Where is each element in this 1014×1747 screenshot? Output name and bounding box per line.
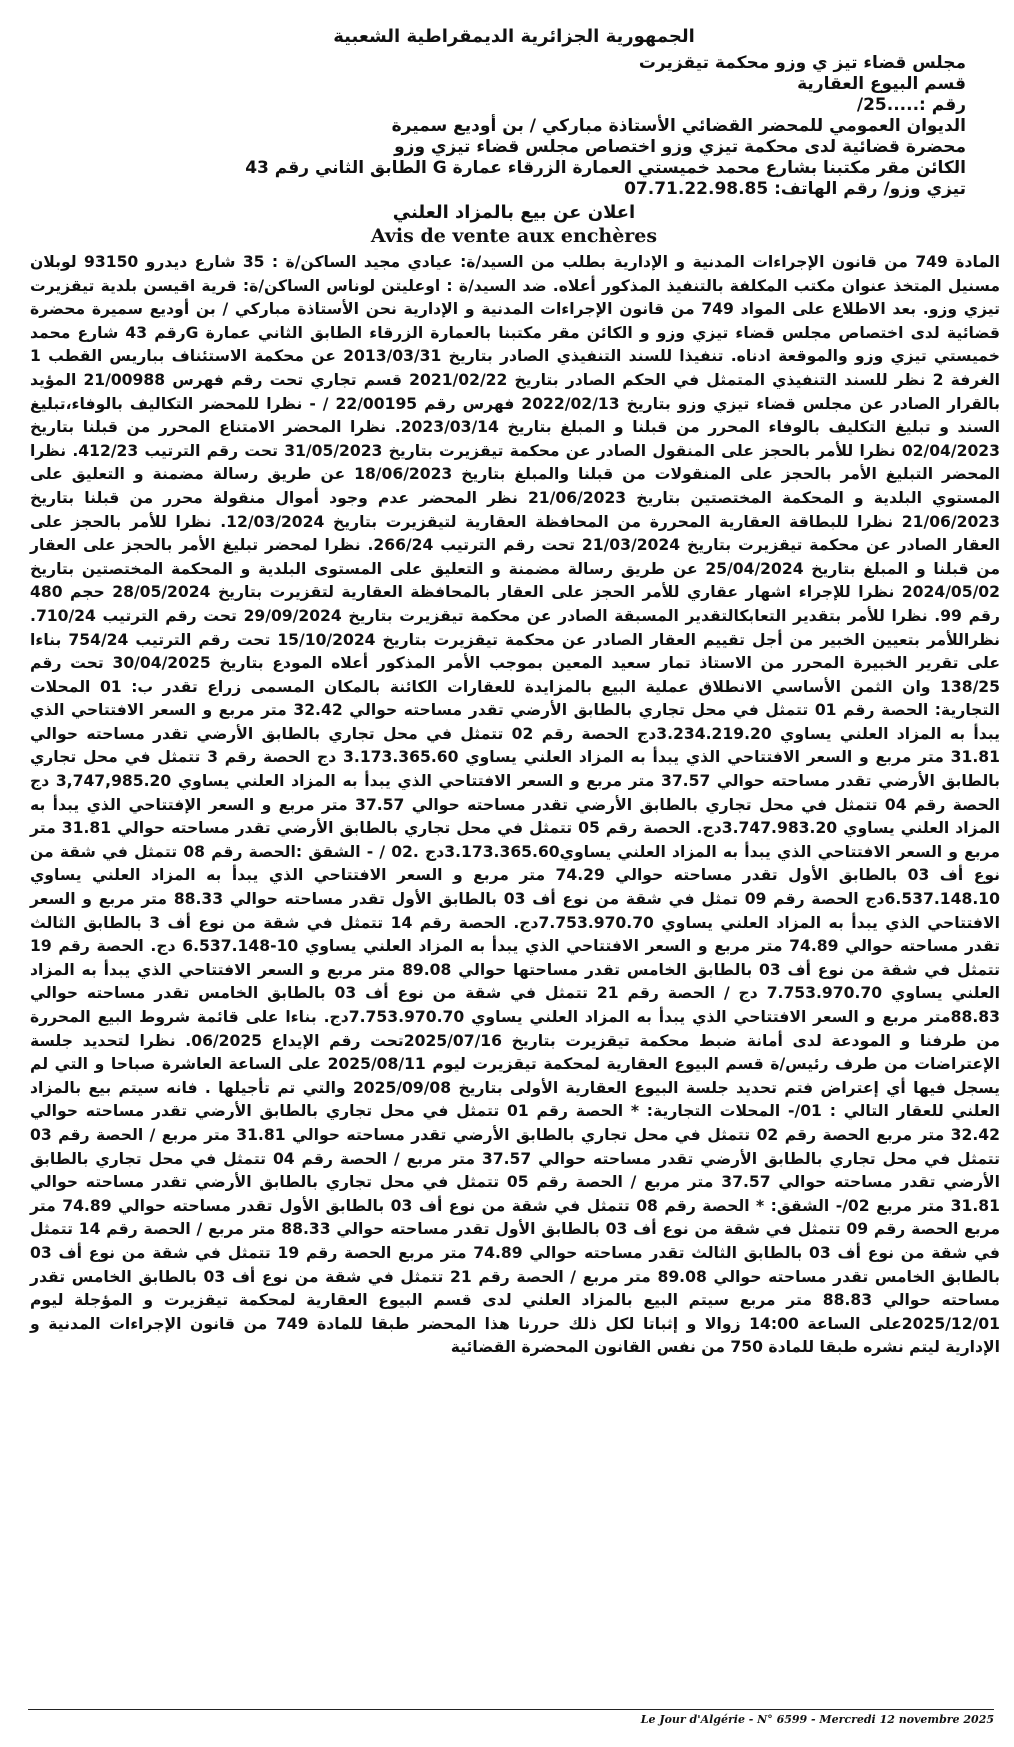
notice-body [28, 251, 1000, 1360]
legal-notice-page [28, 26, 1000, 1726]
notice-title-french: Avis de vente aux enchères [370, 225, 658, 247]
notice-title-arabic: اعلان عن بيع بالمزاد العلني [392, 202, 636, 223]
office-line-2: محضرة قضائية لدى محكمة تيزي وزو اختصاص مجلس قضاء تيزي وزو [394, 137, 966, 157]
publication-footer: Le Jour d'Algérie - N° 6599 - Mercredi 12 novembre 2025 [28, 1709, 994, 1726]
header-block [28, 53, 1000, 200]
section-name: قسم البيوع العقارية [797, 74, 966, 94]
notice-header [28, 26, 1000, 223]
reference-number: رقم :.....25/ [856, 95, 966, 115]
notice-body-paragraph: المادة 749 من قانون الإجراءات المدنية و الإدارية بطلب من السيد/ة: عيادي مجيد الساكن/ة : 35 شارع ديدرو 93150 لوبلان مسنيل المتخذ عنوان مكتب المكلفة بالتنفيذ المذكور أعلاه. ضد السيد/ة : اوعليتن لوناس الساكن/ة: قرية اقيسن بلدية تيقزيرت تيزي وزو. بعد الاطلاع على المواد 749 من قانون الإجراءات المدنية و الإدارية نحن الأستاذة مباركي / بن أوديع سميرة محضرة قضائية لدى اختصاص مجلس قضاء تيزي وزو و الكائن مقر مكتبنا بالعمارة الزرقاء الطابق الثاني عمارة Gرقم 43 شارع محمد خميستي تيزي وزو والموقعة ادناه. تنفيذا للسند التنفيذي الصادر بتاريخ 2013/03/31 عن محكمة الاستئناف بباريس القطب 1 الغرفة 2 نظر للسند التنفيذي المتمثل في الحكم الصادر بتاريخ 2021/02/22 قسم تجاري تحت رقم فهرس 21/00988 المؤيد بالقرار الصادر عن مجلس قضاء تيزي وزو بتاريخ 2022/02/13 فهرس رقم 22/00195 / - نظرا للمحضر التكاليف بالوفاء،تبليغ السند و تبليغ التكليف بالوفاء المحرر من قبلنا و المبلغ بتاريخ 2023/03/14. نظرا المحضر الامتناع المحرر من قبلنا بتاريخ 02/04/2023 نظرا للأمر بالحجز على المنقول الصادر عن محكمة تيقزيرت بتاريخ 31/05/2023 تحت رقم الترتيب 412/23. نظرا المحضر التبليغ الأمر بالحجز على المنقولات من قبلنا والمبلغ بتاريخ 18/06/2023 عن طريق رسالة مضمنة و التعليق على المستوي البلدية و المحكمة المختصتين بتاريخ 21/06/2023 نظر المحضر عدم وجود أموال منقولة محرر من قبلنا بتاريخ 21/06/2023 نظرا للبطاقة العقارية المحررة من المحافظة العقارية لتيقزيرت بتاريخ 12/03/2024. نظرا للأمر بالحجز على العقار الصادر عن محكمة تيقزيرت بتاريخ 21/03/2024 تحت رقم الترتيب 266/24. نظرا لمحضر تبليغ الأمر بالحجز على العقار من قبلنا و المبلغ بتاريخ 25/04/2024 عن طريق رسالة مضمنة و التعليق على المستوى البلدية و المحكمة المختصتين بتاريخ 2024/05/02 نظرا للإجراء اشهار عقاري للأمر الحجز على العقار بالمحافظة العقارية لتقزيرت بتاريخ 28/05/2024 حجم 480 رقم 99. نظرا للأمر بتقدير التعابكالتقدير المسبقة الصادر عن محكمة تيقزيرت بتاريخ 29/09/2024 تحت رقم الترتيب 710/24. نظراللأمر بتعيين الخبير من أجل تقييم العقار الصادر عن محكمة تيقزيرت بتاريخ 15/10/2024 تحت رقم الترتيب 754/24 بناءا على تقرير الخبيرة المحرر من الاستاذ تمار سعيد المعين بموجب الأمر المذكور أعلاه المودع بتاريخ 30/04/2025 تحت رقم 138/25 وان الثمن الأساسي الانطلاق عملية البيع بالمزايدة للعقارات الكائنة بالمكان المسمى زراع تقدر ب: 01 المحلات التجارية: الحصة رقم 01 تتمثل في محل تجاري بالطابق الأرضي تقدر مساحته حوالي 32.42 متر مربع و السعر الافتتاحي الذي يبدأ به المزاد العلني يساوي 3.234.219.20دج الحصة رقم 02 تتمثل في محل تجاري بالطابق الأرضي تقدر مساحته حوالي 31.81 متر مربع و السعر الافتتاحي الذي يبدأ به المزاد العلني يساوي 3.173.365.60 دج الحصة رقم 3 تتمثل في محل تجاري بالطابق الأرضي تقدر مساحته حوالي 37.57 متر مربع و السعر الافتتاحي الذي يبدأ به المزاد العلني يساوي 3,747,985.20 دج الحصة رقم 04 تتمثل في محل تجاري بالطابق الأرضي تقدر مساحته حوالي 37.57 متر مربع و السعر الإفتتاحي الذي يبدأ به المزاد العلني يساوي 3.747.983.20دج. الحصة رقم 05 تتمثل في محل تجاري بالطابق الأرضي تقدر مساحته حوالي 31.81 متر مربع و السعر الافتتاحي الذي يبدأ به المزاد العلني يساوي3.173.365.60دج .02 / - الشقق :الحصة رقم 08 تتمثل في شقة من نوع أف 03 بالطابق الأول تقدر مساحته حوالي 74.29 متر مربع و السعر الافتتاحي الذي يبدأ به المزاد العلني يساوي 6.537.148.10دج الحصة رقم 09 تمثل في شقة من نوع أف 03 بالطابق الأول تقدر مساحته حوالي 88.33 متر مربع و السعر الافتتاحي الذي يبدأ به المزاد العلني يساوي 7.753.970.70دج. الحصة رقم 14 تتمثل في شقة من نوع أف 3 بالطابق الثالث تقدر مساحته حوالي 74.89 متر مربع و السعر الافتتاحي الذي يبدأ به المزاد العلني يساوي 10-6.537.148 دج. الحصة رقم 19 تتمثل في شقة من نوع أف 03 بالطابق الخامس تقدر مساحتها حوالي 89.08 متر مربع و السعر الافتتاحي الذي يبدأ به المزاد العلني يساوي 7.753.970.70 دج / الحصة رقم 21 تتمثل في شقة من نوع أف 03 بالطابق الخامس تقدر مساحته حوالي 88.83متر مربع و السعر الافتتاحي الذي يبدأ به المزاد العلني يساوي 7.753.970.70دج. بناءا على قائمة شروط البيع المحررة من طرفنا و المودعة لدى أمانة ضبط محكمة تيقزيرت بتاريخ 2025/07/16تحت رقم الإيداع 06/2025. نظرا لتحديد جلسة الإعتراضات من طرف رئيس/ة قسم البيوع العقارية لمحكمة تيقزيرت ليوم 2025/08/11 على الساعة العاشرة صباحا و التي لم يسجل فيها أي إعتراض فتم تحديد جلسة البيوع العقارية الأولى بتاريخ 2025/09/08 والتي تم تأجيلها . فانه سيتم بيع بالمزاد العلني للعقار التالي : 01/- المحلات التجارية: * الحصة رقم 01 تتمثل في محل تجاري بالطابق الأرضي تقدر مساحته حوالي 32.42 متر مربع الحصة رقم 02 تتمثل في محل تجاري بالطابق الأرضي تقدر مساحته حوالي 31.81 متر مربع / الحصة رقم 03 تتمثل في محل تجاري بالطابق الأرضي تقدر مساحته حوالي 37.57 متر مربع / الحصة رقم 04 تتمثل في محل تجاري بالطابق الأرضي تقدر مساحته حوالي 37.57 متر مربع / الحصة رقم 05 تتمثل في محل تجاري بالطابق الأرضي تقدر مساحته حوالي 31.81 متر مربع 02/- الشقق: * الحصة رقم 08 تتمثل في شقة من نوع أف 03 بالطابق الأول تقدر مساحته حوالي 74.89 متر مربع الحصة رقم 09 تتمثل في شقة من نوع أف 03 بالطابق الأول تقدر مساحته حوالي 88.33 متر مربع / الحصة رقم 14 تتمثل في شقة من نوع أف 03 بالطابق الثالث تقدر مساحته حوالي 74.89 متر مربع الحصة رقم 19 تتمثل في شقة من نوع أف 03 بالطابق الخامس تقدر مساحته حوالي 89.08 متر مربع / الحصة رقم 21 تتمثل في شقة من نوع أف 03 بالطابق الخامس تقدر مساحته حوالي 88.83 متر مربع سيتم البيع بالمزاد العلني لدى قسم البيوع العقارية لمحكمة تيقزيرت و المؤجلة ليوم 2025/12/01على الساعة 14:00 زوالا و إثباتا لكل ذلك حررنا هذا المحضر طبقا للمادة 749 من قانون الإجراءات المدنية و الإدارية ليتم نشره طبقا للمادة 750 من نفس القانون المحضرة القضائية [30, 253, 1001, 1357]
address-line-1: الكائن مقر مكتبنا بشارع محمد خميستي العمارة الزرقاء عمارة G الطابق الثاني رقم 43 [245, 158, 966, 178]
republic-title: الجمهورية الجزائرية الديمقراطية الشعبية [333, 26, 695, 47]
court-name: مجلس قضاء تيز ي وزو محكمة تيقزيرت [638, 53, 966, 73]
office-line-1: الديوان العمومي للمحضر القضائي الأستاذة مباركي / بن أوديع سميرة [391, 116, 966, 136]
address-line-2: تيزي وزو/ رقم الهاتف: 07.71.22.98.85 [624, 179, 966, 199]
